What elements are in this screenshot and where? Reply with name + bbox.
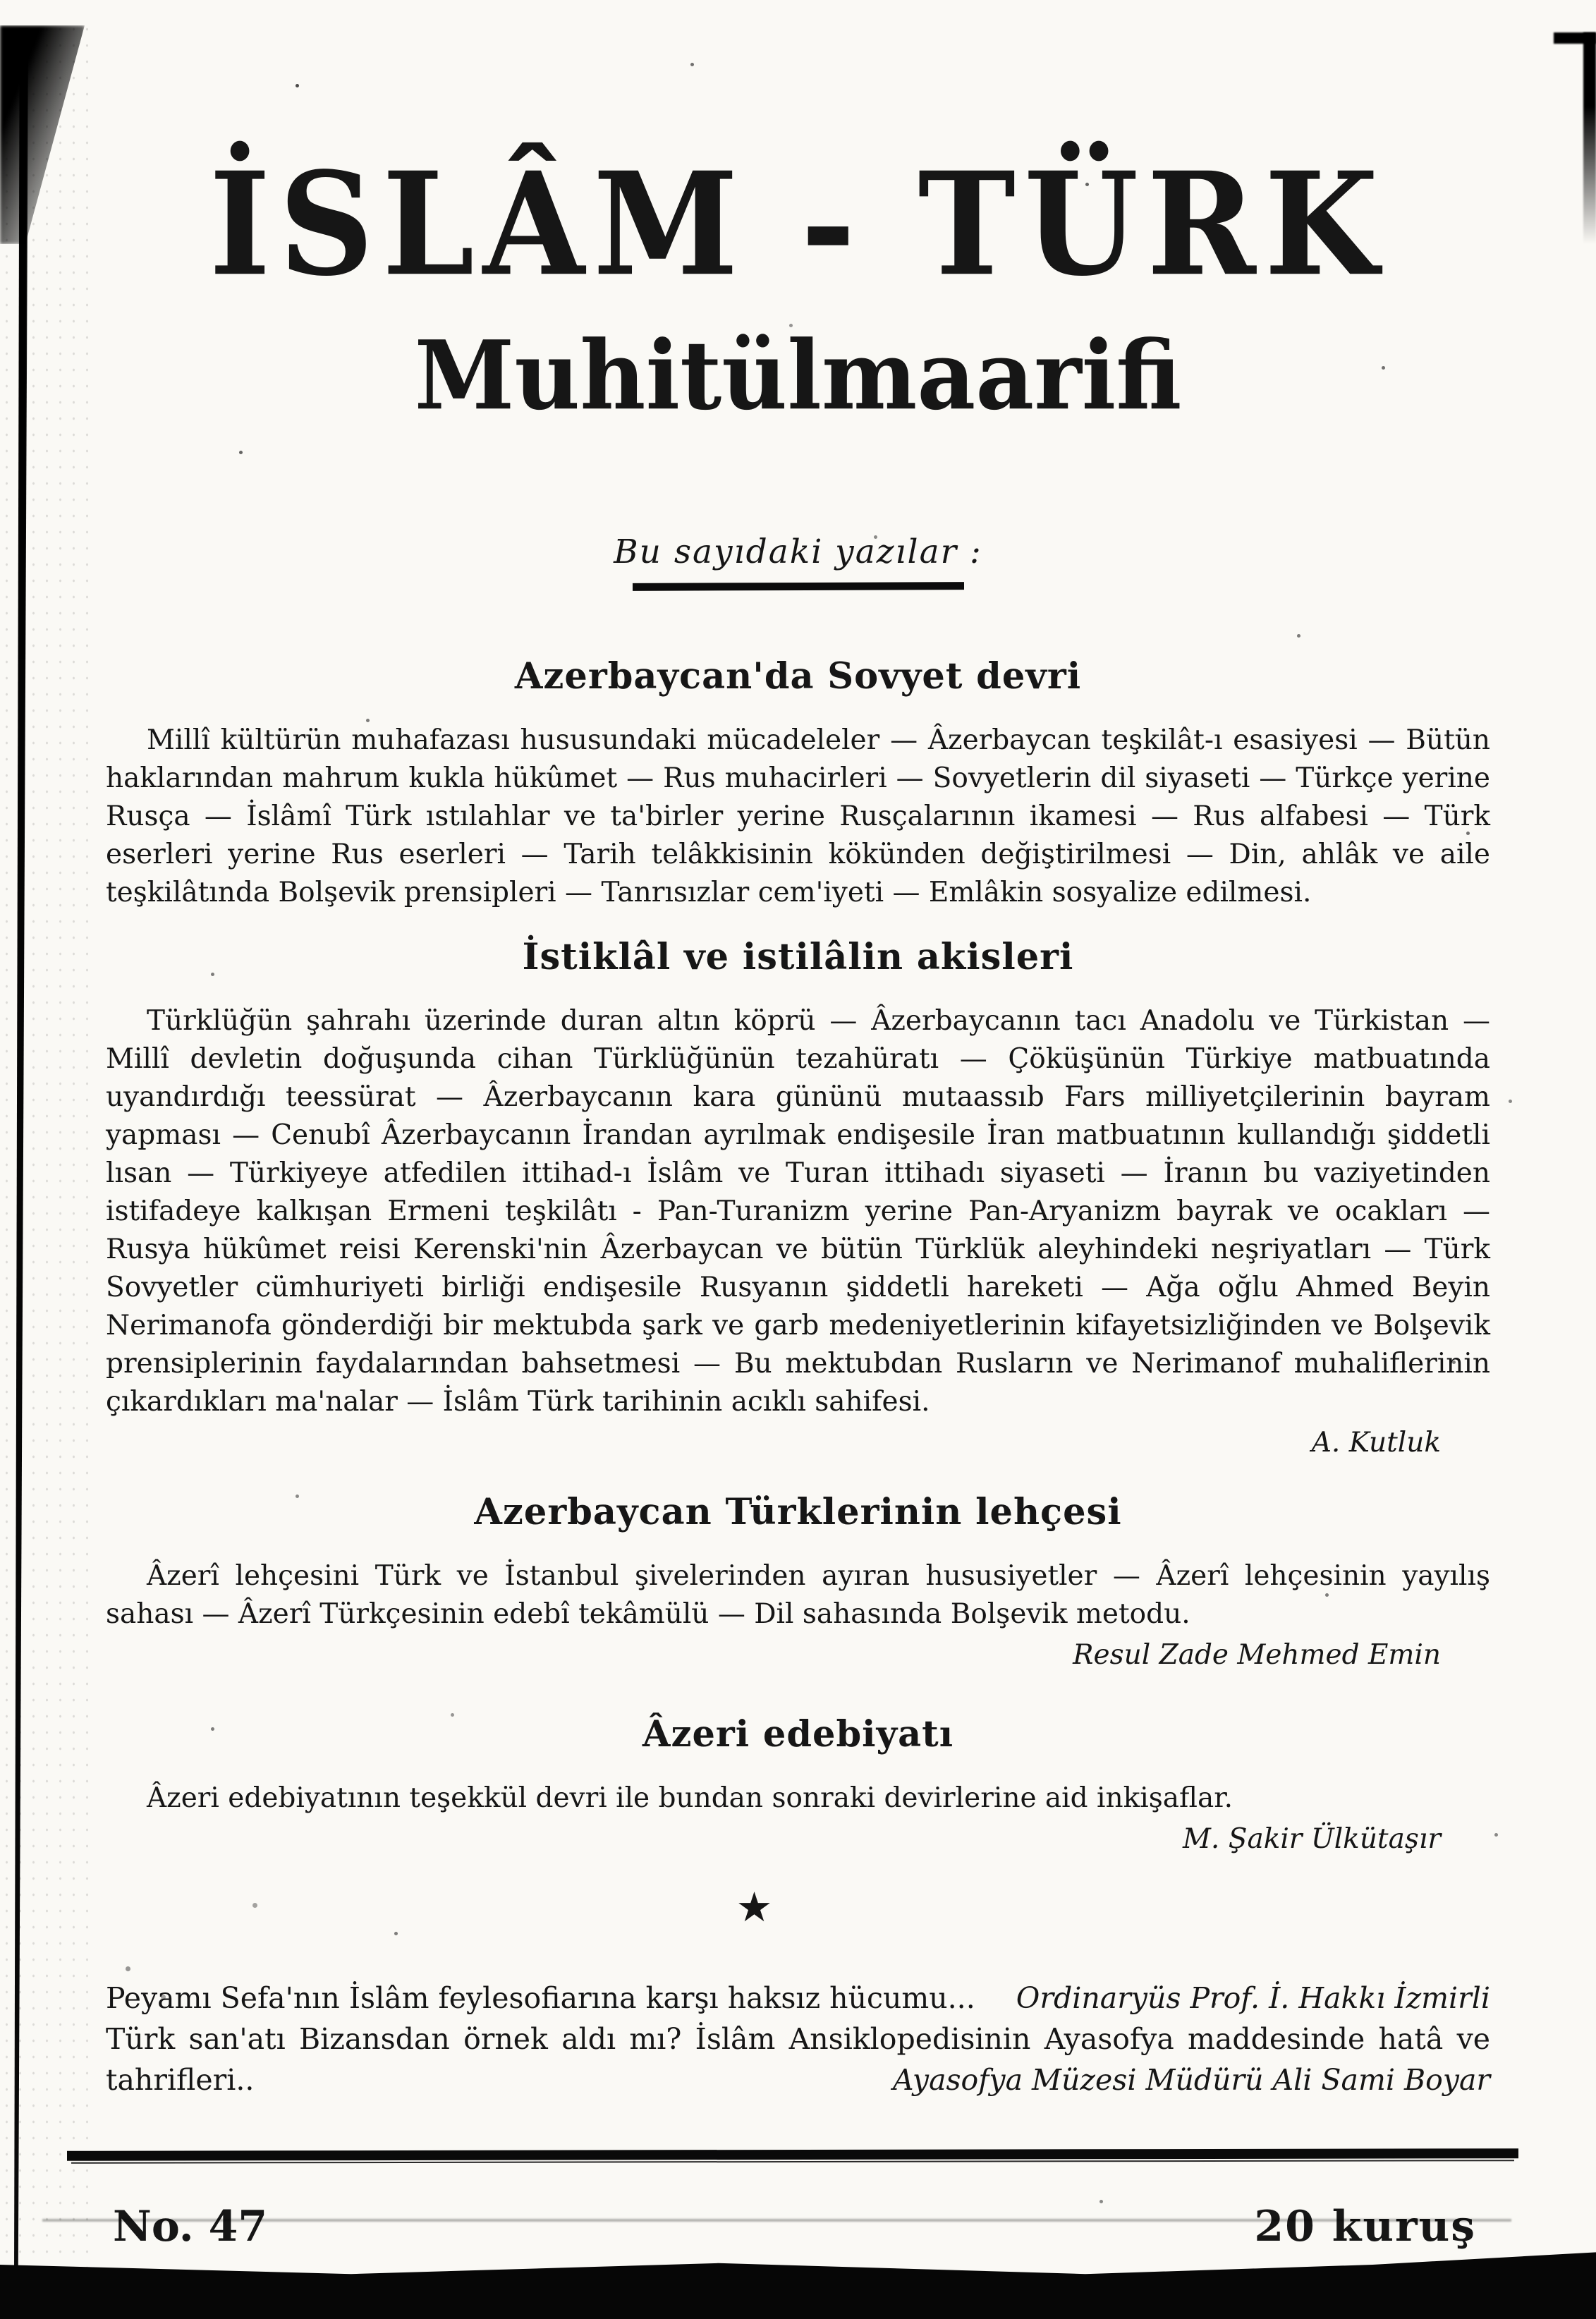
article-summary: Âzerî lehçesini Türk ve İstanbul şivelerinden ayıran hususiyetler — Âzerî lehçesinin yayılış sahası — Âzerî Türkçesinin edebî tekâmülü — Dil sahasında Bolşevik metodu. <box>106 1560 1490 1630</box>
article-heading-istiklal: İstiklâl ve istilâlin akisleri <box>522 936 1074 978</box>
bottom-scan-band <box>0 2241 1596 2319</box>
article-author: M. Şakir Ülkütaşır <box>1183 1823 1441 1855</box>
note-author: Ayasofya Müzesi Müdürü Ali Sami Boyar <box>892 2063 1490 2097</box>
article-author: A. Kutluk <box>1311 1427 1441 1459</box>
contents-label: Bu sayıdaki yazılar : <box>614 532 982 571</box>
masthead <box>106 140 1490 432</box>
article-summary: Millî kültürün muhafazası hususundaki mücadeleler — Âzerbaycan teşkilât-ı esasiyesi — Bütün haklarından mahrum kukla hükûmet — Rus muhacirleri — Sovyetlerin dil siyaseti — Türkçe yerine Rusça — İslâmî Türk ıstılahlar ve ta'birler yerine Rusçalarının ikamesi — Rus alfabesi — Türk eserleri yerine Rus eserleri — Tarih telâkkisinin kökünden değiştirilmesi — Din, ahlâk ve aile teşkilâtında Bolşevik prensipleri — Tanrısızlar cem'iyeti — Emlâkin sosyalize edilmesi. <box>106 724 1490 908</box>
star-divider-icon: ★ <box>736 1883 773 1931</box>
note-author: Ordinaryüs Prof. İ. Hakkı İzmirli <box>1016 1981 1490 2015</box>
article-heading-lehcesi: Azerbaycan Türklerinin lehçesi <box>474 1491 1122 1533</box>
note-line <box>106 1978 1490 2019</box>
article-heading-azeri-edebiyati: Âzeri edebiyatı <box>642 1713 954 1755</box>
left-edge-scan-noise <box>0 21 99 2319</box>
magazine-title: İSLÂM - TÜRK <box>209 140 1387 308</box>
issue-number: No. 47 <box>113 2202 268 2251</box>
article-heading-sovyet-devri: Azerbaycan'da Sovyet devri <box>514 655 1082 698</box>
page-content <box>106 0 1490 2251</box>
contents-underline-rule <box>632 582 963 591</box>
price: 20 kuruş <box>1254 2202 1476 2251</box>
bottom-faint-scan-line <box>42 2219 1511 2222</box>
note-text: Türk san'atı Bizansdan örnek aldı mı? İslâm Ansiklopedisinin Ayasofya maddesinde hatâ ve <box>106 2022 1490 2056</box>
article-summary: Âzeri edebiyatının teşekkül devri ile bundan sonraki devirlerine aid inkişaflar. <box>147 1782 1233 1814</box>
footer <box>106 2202 1490 2251</box>
magazine-subtitle: Muhitülmaarifi <box>414 320 1182 432</box>
article-summary: Türklüğün şahrahı üzerinde duran altın köprü — Âzerbaycanın tacı Anadolu ve Türkistan — Millî devletin doğuşunda cihan Türklüğünün tezahüratı — Çöküşünün Türkiye matbuatında uyandırdığı teessürat — Âzerbaycanın kara gününü mutaassıb Fars milliyetçilerinin bayram yapması — Cenubî Âzerbaycanın İrandan ayrılmak endişesile İran matbuatının kullandığı şiddetli lısan — Türkiyeye atfedilen ittihad-ı İslâm ve Turan ittihadı siyaseti — İranın bu vaziyetinden istifadeye kalkışan Ermeni teşkilâtı - Pan-Turanizm yerine Pan-Aryanizm bayrak ve ocakları — Rusya hükûmet reisi Kerenski'nin Âzerbaycan ve bütün Türklük aleyhindeki neşriyatları — Türk Sovyetler cümhuriyeti birliği endişesile Rusyanın şiddetli hareketi — Ağa oğlu Ahmed Beyin Nerimanofa gönderdiği bir mektubda şark ve garb medeniyetlerinin kifayetsizliğinden ve Bolşevik prensiplerinin faydalarından bahsetmesi — Bu mektubdan Rusların ve Nerimanof muhaliflerinin çıkardıkları ma'nalar — İslâm Türk tarihinin acıklı sahifesi. <box>106 1005 1490 1418</box>
article-author: Resul Zade Mehmed Emin <box>1073 1639 1441 1671</box>
scan-speckle-noise <box>0 0 2 2</box>
note-text: Peyamı Sefa'nın İslâm feylesofiarına karşı haksız hücumu... <box>106 1981 975 2015</box>
note-line <box>106 2059 1490 2100</box>
right-edge-scan-mark <box>1583 32 1596 244</box>
note-text: tahrifleri.. <box>106 2063 255 2097</box>
footer-rule <box>67 2148 1518 2161</box>
bottom-notes <box>106 1978 1490 2100</box>
note-line <box>106 2019 1490 2059</box>
